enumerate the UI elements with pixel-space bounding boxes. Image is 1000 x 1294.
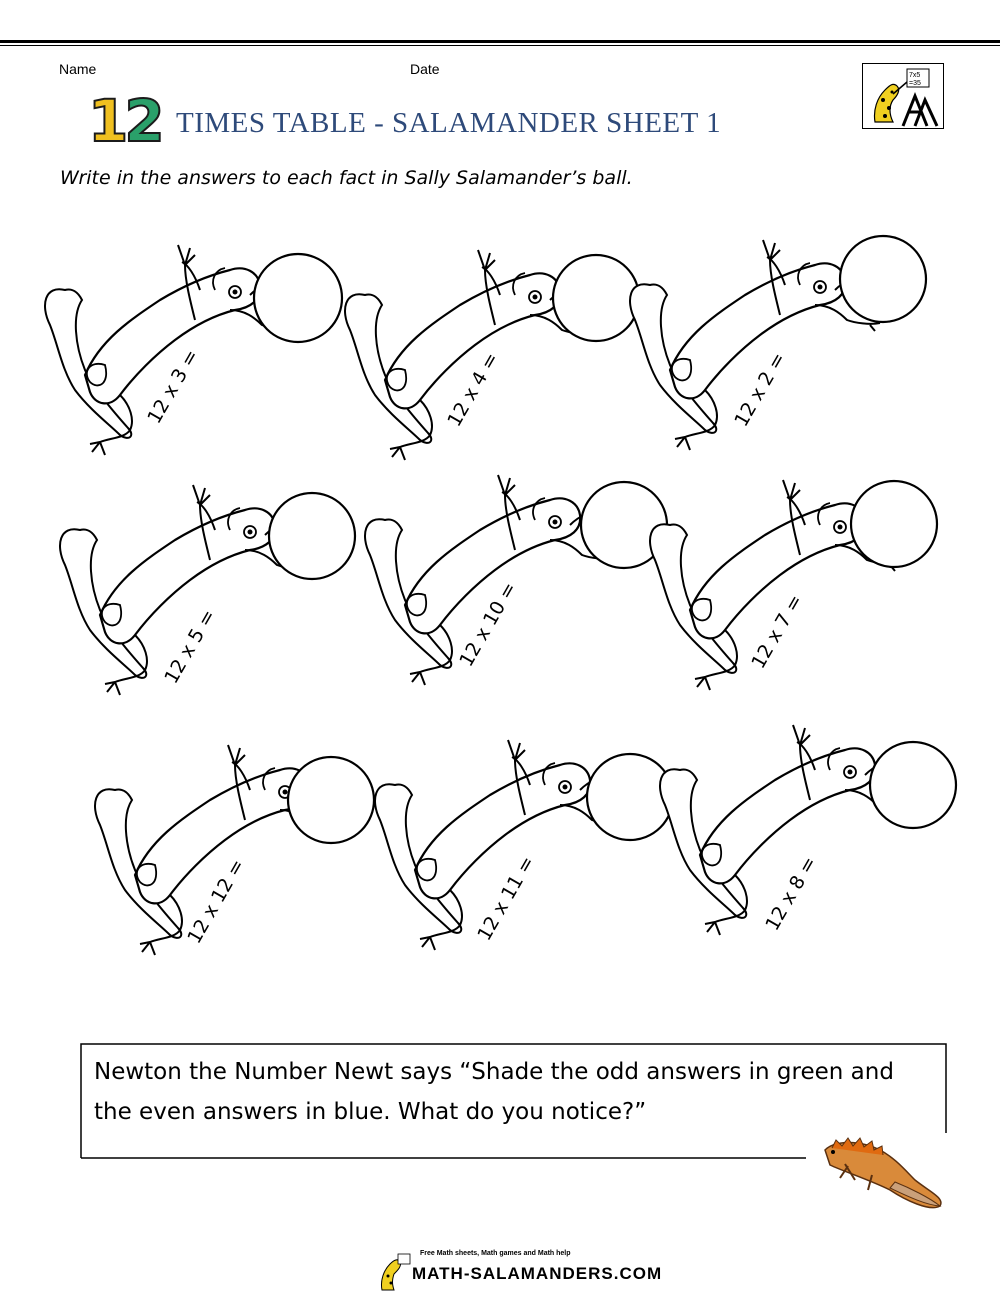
answer-ball-7 — [288, 757, 374, 843]
date-label: Date — [410, 61, 440, 77]
answer-ball-4 — [269, 493, 355, 579]
salamander-7 — [95, 745, 374, 955]
instructions: Write in the answers to each fact in Sally Salamander’s ball. — [60, 167, 633, 189]
answer-ball-3 — [840, 236, 926, 322]
fact-6: 12 x 7 = — [747, 590, 808, 673]
newton-instructions — [94, 1052, 934, 1132]
fact-4: 12 x 5 = — [160, 605, 221, 688]
salamander-3 — [630, 236, 926, 450]
fact-7: 12 x 12 = — [183, 855, 250, 948]
newton-line-1: Newton the Number Newt says “Shade the odd answers in green and — [94, 1059, 894, 1085]
big-number-12: 12 — [88, 87, 161, 155]
fact-5: 12 x 10 = — [455, 578, 522, 671]
newton-line-2: the even answers in blue. What do you notice?” — [94, 1099, 647, 1125]
footer-site[interactable]: MATH-SALAMANDERS.COM — [412, 1264, 663, 1283]
newton-newt-illustration — [825, 1138, 941, 1208]
page-title: TIMES TABLE - SALAMANDER SHEET 1 — [176, 107, 722, 139]
fact-1: 12 x 3 = — [143, 345, 204, 428]
answer-ball-6 — [851, 481, 937, 567]
logo-text-top: 7x5 — [909, 72, 921, 79]
salamander-9 — [660, 725, 956, 935]
footer-logo — [376, 1250, 663, 1292]
answer-ball-8 — [587, 754, 673, 840]
salamander-8 — [375, 740, 673, 950]
footer-salamander-icon — [376, 1252, 412, 1292]
answer-ball-9 — [870, 742, 956, 828]
name-label: Name — [59, 61, 97, 77]
answer-ball-1 — [254, 254, 342, 342]
fact-2: 12 x 4 = — [443, 348, 504, 431]
salamander-6 — [650, 480, 937, 690]
fact-9: 12 x 8 = — [761, 852, 822, 935]
fact-3: 12 x 2 = — [730, 348, 791, 431]
footer-tagline: Free Math sheets, Math games and Math help — [420, 1250, 571, 1257]
logo-text-bottom: =35 — [909, 80, 921, 87]
fact-8: 12 x 11 = — [473, 852, 540, 945]
answer-ball-2 — [553, 255, 639, 341]
salamander-5 — [365, 475, 667, 685]
salamander-4 — [60, 485, 355, 695]
salamander-1 — [45, 245, 342, 455]
salamander-2 — [345, 250, 639, 460]
